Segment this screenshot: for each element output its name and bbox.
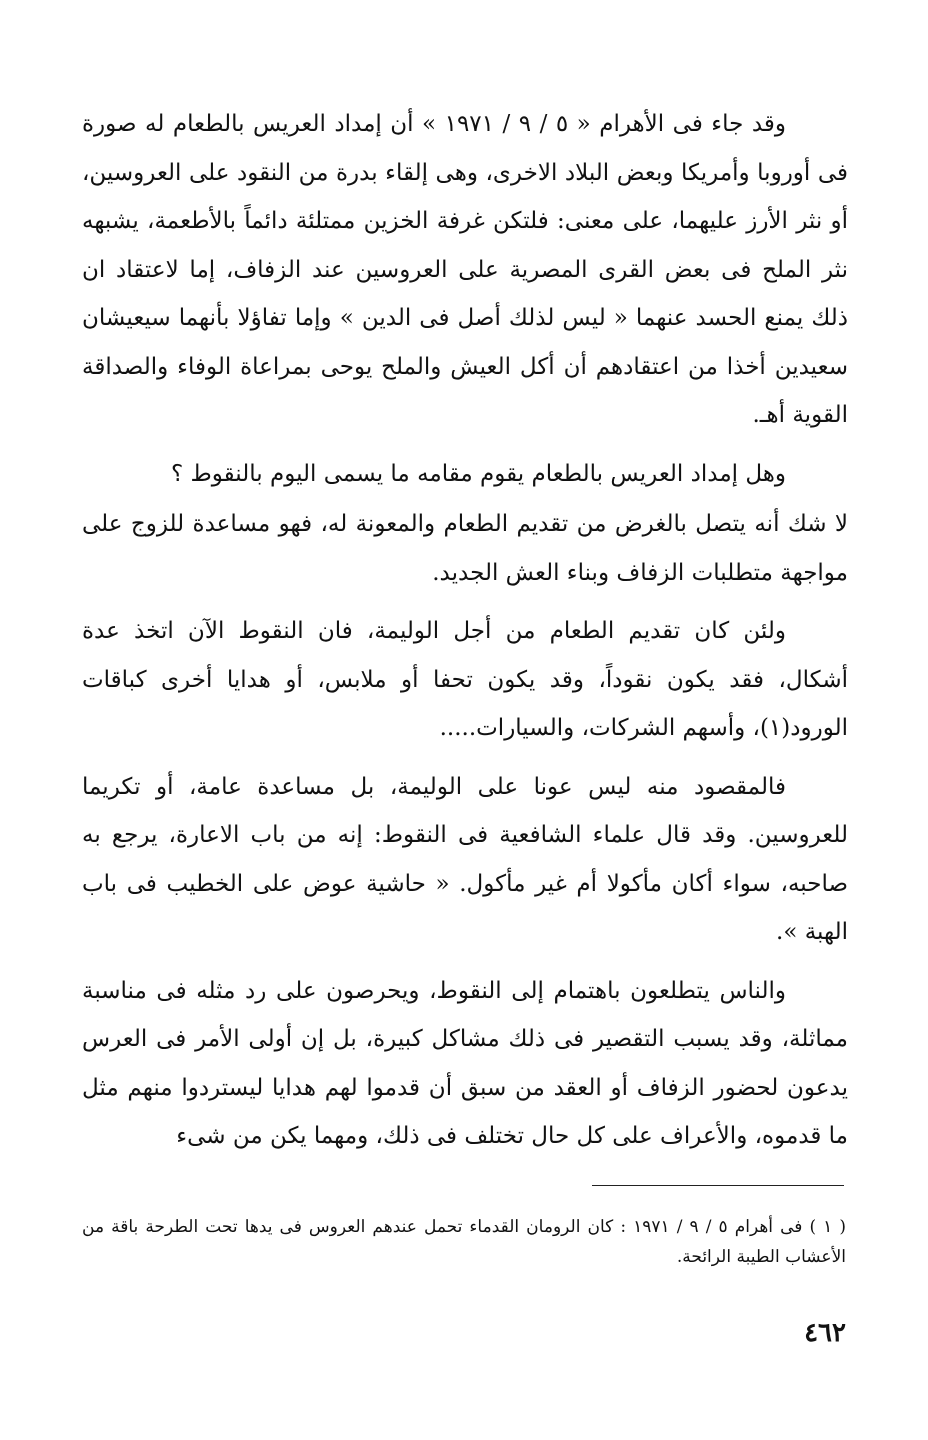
paragraph-customs: والناس يتطلعون باهتمام إلى النقوط، ويحرصون على رد مثله فى مناسبة مماثلة، وقد يسبب التقصير فى ذلك مشاكل كبيرة، بل إن أولى الأمر فى العرس يدعون لحضور الزفاف أو العقد من سبق أن قدموا لهم هدايا ليستردوا منهم مثل ما قدموه، والأعراف على كل حال تختلف فى ذلك، ومهما يكن من شىء xyxy=(82,977,848,1149)
paragraph-forms-of-nuqut: ولئن كان تقديم الطعام من أجل الوليمة، فان النقوط الآن اتخذ عدة أشكال، فقد يكون نقوداً، وقد يكون تحفا أو ملابس، أو هدايا أخرى كباقات الورود(١)، وأسهم الشركات، والسيارات..... xyxy=(82,618,848,741)
paragraph-question: وهل إمداد العريس بالطعام يقوم مقامه ما يسمى اليوم بالنقوط ؟ xyxy=(170,460,786,487)
paragraph-ahram-quote: وقد جاء فى الأهرام « ٥ / ٩ / ١٩٧١ » أن إمداد العريس بالطعام له صورة فى أوروبا وأمريكا وبعض البلاد الاخرى، وهى إلقاء بدرة من النقود على العروسين، أو نثر الأرز عليهما، على معنى: فلتكن غرفة الخزين ممتلئة دائماً بالأطعمة، يشبهه نثر الملح فى بعض القرى المصرية على العروسين عند الزفاف، إما لاعتقاد ان ذلك يمنع الحسد عنهما « ليس لذلك أصل فى الدين » وإما تفاؤلا بأنهما سيعيشان سعيدين أخذا من اعتقادهم أن أكل العيش والملح يوحى بمراعاة الوفاء والصداقة القوية أهـ. xyxy=(82,111,848,428)
paragraph-shafii-ruling: فالمقصود منه ليس عونا على الوليمة، بل مساعدة عامة، أو تكريما للعروسين. وقد قال علماء الشافعية فى النقوط: إنه من باب الاعارة، يرجع به صاحبه، سواء أكان مأكولا أم غير مأكول. « حاشية عوض على الخطيب فى باب الهبة ». xyxy=(82,773,848,945)
paragraph-answer: لا شك أنه يتصل بالغرض من تقديم الطعام والمعونة له، فهو مساعدة للزوج على مواجهة متطلبات الزفاف وبناء العش الجديد. xyxy=(82,511,848,586)
page-number: ٤٦٢ xyxy=(804,1318,846,1348)
footnote-divider xyxy=(592,1185,844,1186)
body-text xyxy=(82,100,848,1171)
footnote: ( ١ ) فى أهرام ٥ / ٩ / ١٩٧١ : كان الرومان القدماء تحمل عندهم العروس فى يدها تحت الطرحة باقة من الأعشاب الطيبة الرائحة. xyxy=(82,1217,846,1267)
